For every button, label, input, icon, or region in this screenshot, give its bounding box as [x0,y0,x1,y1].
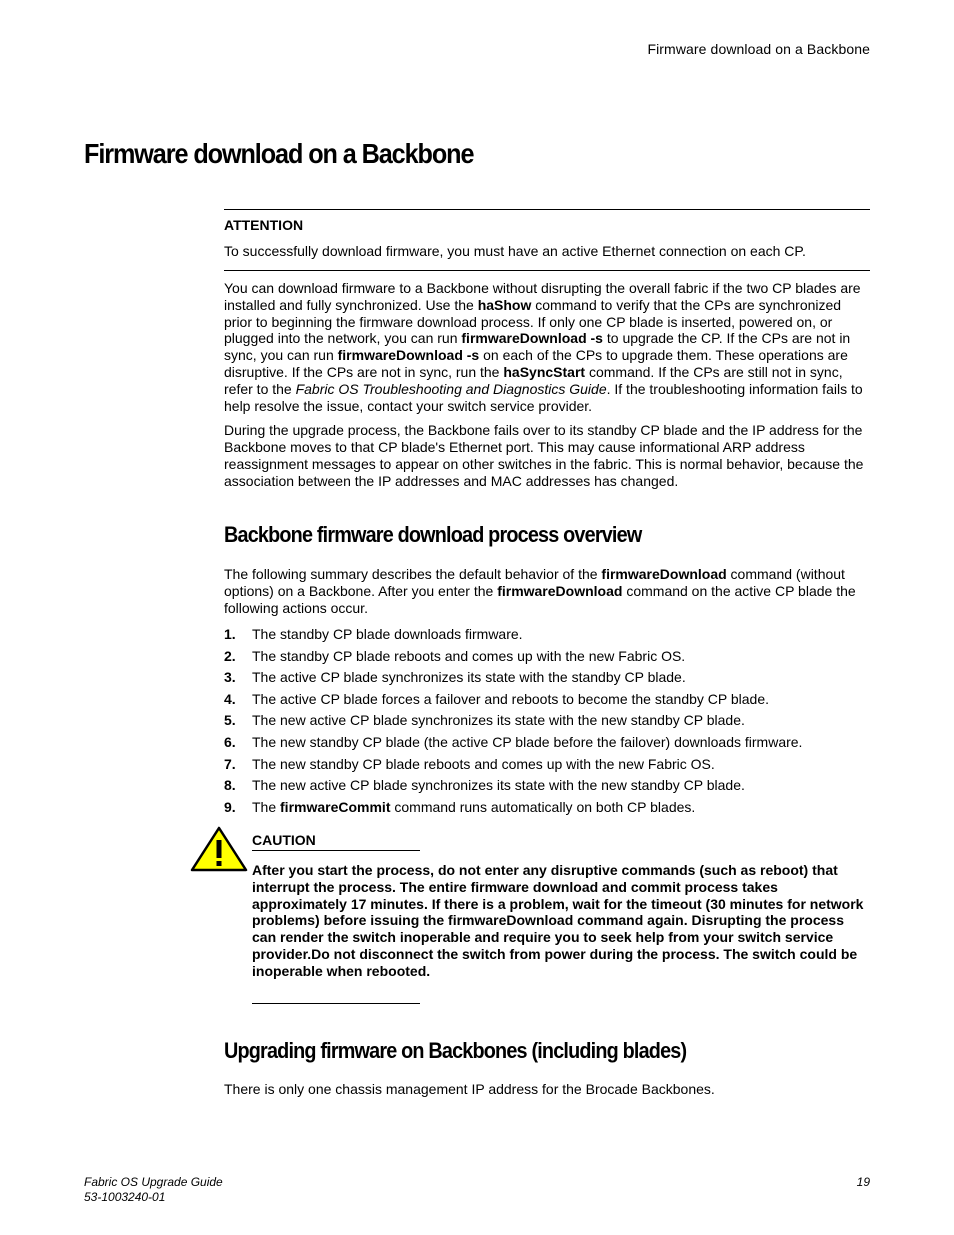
command-hashow: haShow [477,296,532,313]
text-run: on each of the CPs to upgrade them. These operations are disruptive. If the CPs are not in sync, run the [224,347,848,380]
list-item [224,734,870,756]
command-hasyncstart: haSyncStart [503,363,586,380]
list-item [224,712,870,734]
upgrading-section [224,1081,870,1098]
list-item [224,691,870,713]
text-run: The [252,798,281,815]
step-text: The standby CP blade downloads firmware. [252,626,523,642]
footer-left [84,1175,223,1205]
command-firmwarecommit: firmwareCommit [280,798,391,815]
upgrading-paragraph: There is only one chassis management IP address for the Brocade Backbones. [224,1081,715,1097]
step-text: The active CP blade forces a failover and reboots to become the standby CP blade. [252,690,770,707]
list-item [224,756,870,778]
caution-text: After you start the process, do not enter any disruptive commands (such as reboot) that interrupt the process. The entire firmware download and commit process takes approximately 17 minutes. If there is a problem, wait for the timeout (30 minutes for network problems) before issuing the firmwareDownload command again. Disrupting the process can render the switch inoperable and require you to seek help from your switch service provider.Do not disconnect the switch from power during the process. The switch could be inoperable when rebooted. [252,862,864,979]
step-text: The standby CP blade reboots and comes up with the new Fabric OS. [252,647,686,664]
text-run: . If the troubleshooting information fails to help resolve the issue, contact your switch service provider. [224,380,863,414]
text-run: command. If the CPs are still not in sync, refer to the [224,363,843,397]
attention-top-rule [224,209,870,210]
command-firmwaredownload-s: firmwareDownload -s [461,330,603,347]
step-text: The new active CP blade synchronizes its state with the new standby CP blade. [252,777,745,794]
text-run: You can download firmware to a Backbone without disrupting the overall fabric if the two CP blades are installed and fully synchronized. Use the [224,280,861,313]
running-header: Firmware download on a Backbone [647,41,870,57]
list-item [224,669,870,691]
step-number: 2. [224,647,236,664]
step-text: The active CP blade synchronizes its state with the standby CP blade. [252,669,686,686]
step-text [252,799,695,815]
step-number: 6. [224,733,236,750]
step-number: 3. [224,669,236,686]
text-run: The following summary describes the default behavior of the [224,566,602,582]
attention-bottom-rule [224,270,870,271]
step-number: 9. [224,798,236,815]
step-text: The new active CP blade synchronizes its state with the new standby CP blade. [252,712,745,729]
page-number: 19 [856,1175,870,1189]
footer-guide-title: Fabric OS Upgrade Guide [84,1175,223,1189]
list-item [224,626,870,648]
command-firmwaredownload: firmwareDownload [601,566,727,582]
list-item [224,777,870,799]
text-run: command (without options) on a Backbone. After you enter the [224,566,845,599]
caution-top-rule [252,850,420,851]
step-number: 5. [224,712,236,729]
warning-triangle-icon [190,826,248,872]
steps-list [224,626,870,820]
intro-paragraph-2: During the upgrade process, the Backbone fails over to its standby CP blade and the IP address for the Backbone moves to that CP blade's Ethernet port. This may cause informational ARP address reassignment messages to appear on other switches in the fabric. This is normal behavior, because the association between the IP addresses and MAC addresses has changed. [224,422,864,489]
intro-paragraph-1 [224,280,870,414]
attention-text: To successfully download firmware, you must have an active Ethernet connection on each CP. [224,243,806,259]
text-run: command to verify that the CPs are synchronized prior to beginning the firmware download process. If only one CP blade is inserted, powered on, or plugged into the network, you can run [224,296,842,347]
step-number: 4. [224,690,236,707]
intro-section [224,280,870,490]
command-firmwaredownload-s: firmwareDownload -s [337,347,480,364]
overview-heading: Backbone firmware download process overview [224,522,642,547]
guide-reference: Fabric OS Troubleshooting and Diagnostics Guide [295,380,607,397]
overview-section [224,566,870,616]
caution-label: CAUTION [252,832,316,848]
page-title: Firmware download on a Backbone [84,138,474,169]
text-run: to upgrade the CP. If the CPs are not in sync, you can run [224,330,851,364]
step-number: 8. [224,777,236,794]
step-number: 7. [224,755,236,772]
step-number: 1. [224,626,236,642]
command-firmwaredownload: firmwareDownload [497,582,623,599]
step-text: The new standby CP blade reboots and comes up with the new Fabric OS. [252,755,715,772]
footer-doc-number: 53-1003240-01 [84,1190,166,1204]
attention-label: ATTENTION [224,217,304,233]
upgrading-heading: Upgrading firmware on Backbones (including blades) [224,1038,687,1063]
list-item [224,648,870,670]
text-run: command on the active CP blade the following actions occur. [224,582,856,616]
text-run: command runs automatically on both CP blades. [390,798,696,815]
list-item [224,799,870,821]
step-text: The new standby CP blade (the active CP blade before the failover) downloads firmware. [252,733,803,750]
overview-paragraph [224,566,870,616]
caution-bottom-rule [252,1003,420,1004]
